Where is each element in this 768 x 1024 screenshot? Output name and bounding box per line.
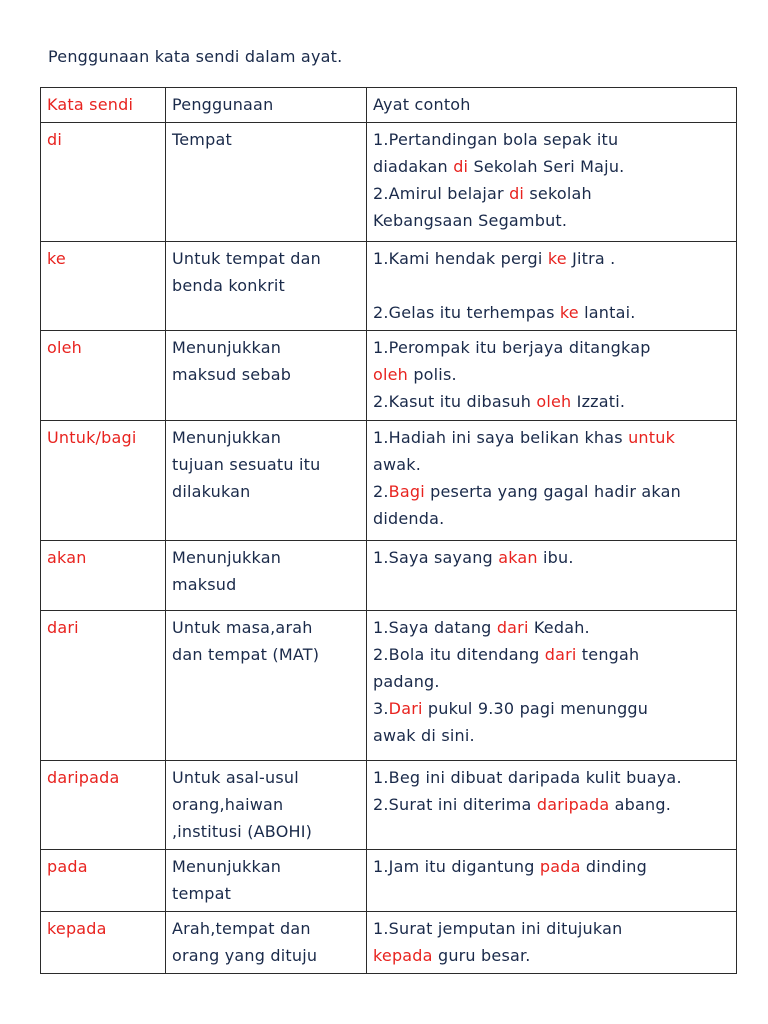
example-line bbox=[373, 505, 730, 532]
example-line bbox=[373, 153, 730, 180]
example-text: Kebangsaan Segambut. bbox=[373, 211, 568, 230]
penggunaan-line: Untuk tempat dan bbox=[172, 249, 321, 268]
example-line bbox=[373, 722, 730, 749]
kata-sendi-cell: kepada bbox=[41, 912, 166, 974]
penggunaan-cell bbox=[166, 761, 367, 850]
example-line bbox=[373, 180, 730, 207]
kata-sendi-cell: ke bbox=[41, 242, 166, 331]
penggunaan-line: tempat bbox=[172, 884, 232, 903]
example-text: Sekolah Seri Maju. bbox=[468, 157, 625, 176]
ayat-contoh-cell bbox=[367, 242, 737, 331]
example-text: pukul 9.30 pagi menunggu bbox=[422, 699, 649, 718]
example-line bbox=[373, 451, 730, 478]
ayat-contoh-cell bbox=[367, 850, 737, 912]
example-text: 1.Surat jemputan ini ditujukan bbox=[373, 919, 623, 938]
header-penggunaan: Penggunaan bbox=[166, 88, 367, 123]
example-text: 2.Surat ini diterima bbox=[373, 795, 537, 814]
example-text: 2.Amirul belajar bbox=[373, 184, 510, 203]
kata-sendi-cell: dari bbox=[41, 611, 166, 761]
penggunaan-cell bbox=[166, 331, 367, 421]
example-line bbox=[373, 764, 730, 791]
example-line bbox=[373, 388, 730, 415]
example-text: awak. bbox=[373, 455, 422, 474]
example-text: 2.Gelas itu terhempas bbox=[373, 303, 560, 322]
example-text: dinding bbox=[580, 857, 647, 876]
penggunaan-line: Arah,tempat dan bbox=[172, 919, 311, 938]
example-text: awak di sini. bbox=[373, 726, 475, 745]
kata-sendi-cell: daripada bbox=[41, 761, 166, 850]
example-line bbox=[373, 942, 730, 969]
penggunaan-line: Untuk masa,arah bbox=[172, 618, 313, 637]
example-line bbox=[373, 853, 730, 880]
example-text: 1.Perompak itu berjaya ditangkap bbox=[373, 338, 651, 357]
example-text: 1.Pertandingan bola sepak itu bbox=[373, 130, 619, 149]
highlighted-kata-sendi: kepada bbox=[373, 946, 433, 965]
example-line bbox=[373, 126, 730, 153]
example-text: polis. bbox=[408, 365, 457, 384]
ayat-contoh-cell bbox=[367, 331, 737, 421]
table-row bbox=[41, 850, 737, 912]
highlighted-kata-sendi: akan bbox=[498, 548, 538, 567]
penggunaan-line: orang yang dituju bbox=[172, 946, 318, 965]
table-header-row bbox=[41, 88, 737, 123]
example-text: 2.Kasut itu dibasuh bbox=[373, 392, 537, 411]
example-text: 1.Jam itu digantung bbox=[373, 857, 540, 876]
example-text: Kedah. bbox=[528, 618, 590, 637]
penggunaan-cell bbox=[166, 421, 367, 541]
ayat-contoh-cell bbox=[367, 421, 737, 541]
kata-sendi-cell: di bbox=[41, 123, 166, 242]
penggunaan-cell bbox=[166, 912, 367, 974]
example-line bbox=[373, 207, 730, 234]
example-text: ibu. bbox=[537, 548, 574, 567]
highlighted-kata-sendi: oleh bbox=[536, 392, 572, 411]
ayat-contoh-cell bbox=[367, 912, 737, 974]
example-line bbox=[373, 614, 730, 641]
ayat-contoh-cell bbox=[367, 611, 737, 761]
highlighted-kata-sendi: oleh bbox=[373, 365, 409, 384]
highlighted-kata-sendi: dari bbox=[496, 618, 529, 637]
example-text: 1.Kami hendak pergi bbox=[373, 249, 548, 268]
example-line bbox=[373, 334, 730, 361]
example-line bbox=[373, 245, 730, 272]
example-line bbox=[373, 695, 730, 722]
example-line bbox=[373, 299, 730, 326]
kata-sendi-table bbox=[40, 87, 737, 974]
highlighted-kata-sendi: dari bbox=[544, 645, 577, 664]
highlighted-kata-sendi: Dari bbox=[388, 699, 423, 718]
example-line bbox=[373, 361, 730, 388]
example-line bbox=[373, 544, 730, 571]
highlighted-kata-sendi: di bbox=[509, 184, 525, 203]
page-title: Penggunaan kata sendi dalam ayat. bbox=[48, 47, 343, 66]
highlighted-kata-sendi: Bagi bbox=[388, 482, 425, 501]
table-row bbox=[41, 123, 737, 242]
penggunaan-cell bbox=[166, 611, 367, 761]
example-text: peserta yang gagal hadir akan bbox=[424, 482, 681, 501]
example-line bbox=[373, 272, 730, 299]
penggunaan-line: Menunjukkan bbox=[172, 338, 282, 357]
table-row bbox=[41, 761, 737, 850]
penggunaan-line: Tempat bbox=[172, 130, 232, 149]
kata-sendi-cell: oleh bbox=[41, 331, 166, 421]
highlighted-kata-sendi: ke bbox=[559, 303, 579, 322]
penggunaan-line: maksud bbox=[172, 575, 237, 594]
example-text: Izzati. bbox=[571, 392, 626, 411]
penggunaan-line: benda konkrit bbox=[172, 276, 285, 295]
example-text: padang. bbox=[373, 672, 440, 691]
example-text: 3. bbox=[373, 699, 389, 718]
example-text: abang. bbox=[609, 795, 671, 814]
example-text: 1.Beg ini dibuat daripada kulit buaya. bbox=[373, 768, 682, 787]
highlighted-kata-sendi: daripada bbox=[536, 795, 610, 814]
highlighted-kata-sendi: untuk bbox=[628, 428, 676, 447]
example-line bbox=[373, 424, 730, 451]
example-text: 1.Hadiah ini saya belikan khas bbox=[373, 428, 629, 447]
example-text: guru besar. bbox=[432, 946, 531, 965]
example-text: Jitra . bbox=[566, 249, 616, 268]
penggunaan-cell bbox=[166, 541, 367, 611]
kata-sendi-cell: akan bbox=[41, 541, 166, 611]
penggunaan-line: dan tempat (MAT) bbox=[172, 645, 320, 664]
ayat-contoh-cell bbox=[367, 123, 737, 242]
penggunaan-line: ,institusi (ABOHI) bbox=[172, 822, 313, 841]
example-text: sekolah bbox=[524, 184, 592, 203]
example-line bbox=[373, 641, 730, 668]
example-text: lantai. bbox=[578, 303, 636, 322]
penggunaan-line: Menunjukkan bbox=[172, 548, 282, 567]
penggunaan-line: Menunjukkan bbox=[172, 428, 282, 447]
ayat-contoh-cell bbox=[367, 761, 737, 850]
penggunaan-cell bbox=[166, 123, 367, 242]
example-text: diadakan bbox=[373, 157, 454, 176]
table-row bbox=[41, 541, 737, 611]
example-line bbox=[373, 791, 730, 818]
example-text: tengah bbox=[576, 645, 640, 664]
example-text: 1.Saya sayang bbox=[373, 548, 499, 567]
table-row bbox=[41, 421, 737, 541]
kata-sendi-cell: Untuk/bagi bbox=[41, 421, 166, 541]
penggunaan-cell bbox=[166, 850, 367, 912]
table-row bbox=[41, 242, 737, 331]
highlighted-kata-sendi: pada bbox=[539, 857, 581, 876]
example-text: 2. bbox=[373, 482, 389, 501]
example-text: didenda. bbox=[373, 509, 445, 528]
penggunaan-line: dilakukan bbox=[172, 482, 251, 501]
penggunaan-line: Menunjukkan bbox=[172, 857, 282, 876]
example-text: 2.Bola itu ditendang bbox=[373, 645, 545, 664]
highlighted-kata-sendi: ke bbox=[547, 249, 567, 268]
highlighted-kata-sendi: di bbox=[453, 157, 469, 176]
example-text: 1.Saya datang bbox=[373, 618, 497, 637]
penggunaan-line: orang,haiwan bbox=[172, 795, 284, 814]
penggunaan-cell bbox=[166, 242, 367, 331]
example-line bbox=[373, 478, 730, 505]
table-row bbox=[41, 331, 737, 421]
table-row bbox=[41, 611, 737, 761]
penggunaan-line: tujuan sesuatu itu bbox=[172, 455, 321, 474]
example-line bbox=[373, 668, 730, 695]
table-row bbox=[41, 912, 737, 974]
penggunaan-line: Untuk asal-usul bbox=[172, 768, 299, 787]
example-line bbox=[373, 915, 730, 942]
kata-sendi-cell: pada bbox=[41, 850, 166, 912]
ayat-contoh-cell bbox=[367, 541, 737, 611]
penggunaan-line: maksud sebab bbox=[172, 365, 292, 384]
header-ayat-contoh: Ayat contoh bbox=[367, 88, 737, 123]
header-kata-sendi: Kata sendi bbox=[41, 88, 166, 123]
